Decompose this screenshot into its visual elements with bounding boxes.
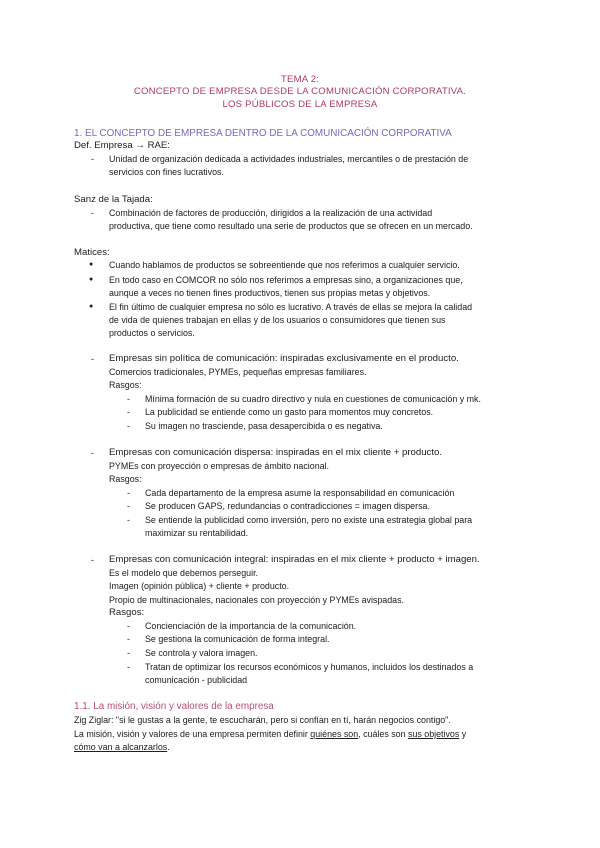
topic-subtitle: LOS PÚBLICOS DE LA EMPRESA: [222, 99, 378, 110]
rae-definition-line: servicios con fines lucrativos.: [109, 167, 224, 177]
underlined-phrase: quiénes son: [310, 729, 359, 739]
dash-bullet: -: [91, 555, 94, 565]
dash-bullet: -: [127, 648, 130, 658]
sanz-label: Sanz de la Tajada:: [74, 194, 153, 205]
topic-number: TEMA 2:: [280, 74, 320, 85]
rasgos-label: Rasgos:: [109, 607, 145, 618]
rasgo-item: Mínima formación de su cuadro directivo y nula en cuestiones de comunicación y mk.: [145, 394, 481, 404]
topic-title: CONCEPTO DE EMPRESA DESDE LA COMUNICACIÓN CORPORATIVA.: [133, 86, 467, 97]
integral-title: Empresas con comunicación integral: inspiradas en el mix cliente + producto + imagen.: [109, 554, 480, 565]
rasgo-item: Se gestiona la comunicación de forma integral.: [145, 634, 330, 644]
underlined-phrase: cómo van a alcanzarlos: [74, 742, 168, 752]
dash-bullet: -: [91, 154, 94, 164]
rasgo-item: Se controla y valora imagen.: [145, 648, 258, 658]
dot-bullet: ●: [89, 303, 94, 310]
sanz-definition-line: Combinación de factores de producción, dirigidos a la realización de una actividad: [109, 208, 433, 218]
dispersa-line: PYMEs con proyección o empresas de ámbito nacional.: [109, 461, 330, 471]
dash-bullet: -: [127, 488, 130, 498]
dash-bullet: -: [91, 448, 94, 458]
dot-bullet: ●: [89, 276, 94, 283]
dispersa-title: Empresas con comunicación dispersa: inspiradas en el mix cliente + producto.: [109, 447, 443, 458]
ziglar-quote: Zig Ziglar: "si le gustas a la gente, te escucharán, pero si confían en tí, harán negocios contigo".: [74, 715, 451, 725]
dash-bullet: -: [91, 354, 94, 364]
rae-definition-line: Unidad de organización dedicada a actividades industriales, mercantiles o de prestación de: [109, 154, 469, 164]
dash-bullet: -: [127, 515, 130, 525]
dash-bullet: -: [127, 394, 130, 404]
rae-label: Def. Empresa → RAE:: [74, 140, 170, 151]
mission-paragraph: La misión, visión y valores de una empresa permiten definir quiénes son, cuáles son sus objetivos y: [74, 729, 467, 739]
matiz-line: En todo caso en COMCOR no sólo nos referimos a empresas sino, a organizaciones que,: [109, 275, 463, 285]
section-heading: 1. EL CONCEPTO DE EMPRESA DENTRO DE LA COMUNICACIÓN CORPORATIVA: [74, 128, 452, 139]
mission-paragraph-end: cómo van a alcanzarlos.: [74, 742, 170, 752]
sin-politica-title: Empresas sin política de comunicación: inspiradas exclusivamente en el producto.: [109, 353, 459, 364]
matiz-line: productos o servicios.: [109, 328, 195, 338]
dash-bullet: -: [127, 501, 130, 511]
underlined-phrase: sus objetivos: [408, 729, 460, 739]
dash-bullet: -: [127, 407, 130, 417]
integral-line: Imagen (opinión pública) + cliente + producto.: [109, 581, 290, 591]
dot-bullet: ●: [89, 261, 94, 268]
rasgo-item: Cada departamento de la empresa asume la responsabilidad en comunicación: [145, 488, 455, 498]
rasgo-item: comunicación - publicidad: [145, 675, 248, 685]
matiz-line: de vida de quienes trabajan en ellas y de los usuarios o consumidores que tienen sus: [109, 315, 446, 325]
rasgos-label: Rasgos:: [109, 474, 142, 484]
rasgo-item: maximizar su rentabilidad.: [145, 528, 249, 538]
rasgo-item: La publicidad se entiende como un gasto para momentos muy concretos.: [145, 407, 434, 417]
matiz-line: Cuando hablamos de productos se sobreentiende que nos referimos a cualquier servicio.: [109, 260, 460, 270]
matiz-line: aunque a veces no tienen fines productivos, tienen sus propias metas y objetivos.: [109, 288, 431, 298]
sin-politica-line: Comercios tradicionales, PYMEs, pequeñas empresas familiares.: [109, 367, 367, 377]
matiz-line: El fin último de cualquier empresa no sólo es lucrativo. A través de ellas se mejora la calidad: [109, 302, 473, 312]
dash-bullet: -: [127, 621, 130, 631]
dash-bullet: -: [127, 634, 130, 644]
rasgo-item: Se producen GAPS, redundancias o contradicciones = imagen dispersa.: [145, 501, 430, 511]
subsection-heading: 1.1. La misión, visión y valores de la empresa: [74, 701, 274, 712]
rasgo-item: Se entiende la publicidad como inversión, pero no existe una estrategia global para: [145, 515, 473, 525]
dash-bullet: -: [127, 421, 130, 431]
rasgos-label: Rasgos:: [109, 380, 142, 390]
dash-bullet: -: [91, 208, 94, 218]
matices-label: Matices:: [74, 247, 110, 258]
integral-line: Es el modelo que debemos perseguir.: [109, 568, 258, 578]
dash-bullet: -: [127, 662, 130, 672]
integral-line: Propio de multinacionales, nacionales con proyección y PYMEs avispadas.: [109, 595, 405, 605]
sanz-definition-line: productiva, que tiene como resultado una serie de productos que se ofrecen en un mercado.: [109, 221, 473, 231]
rasgo-item: Su imagen no trasciende, pasa desapercibida o es negativa.: [145, 421, 383, 431]
rasgo-item: Concienciación de la importancia de la comunicación.: [145, 621, 357, 631]
rasgo-item: Tratan de optimizar los recursos económicos y humanos, incluidos los destinados a: [145, 662, 474, 672]
